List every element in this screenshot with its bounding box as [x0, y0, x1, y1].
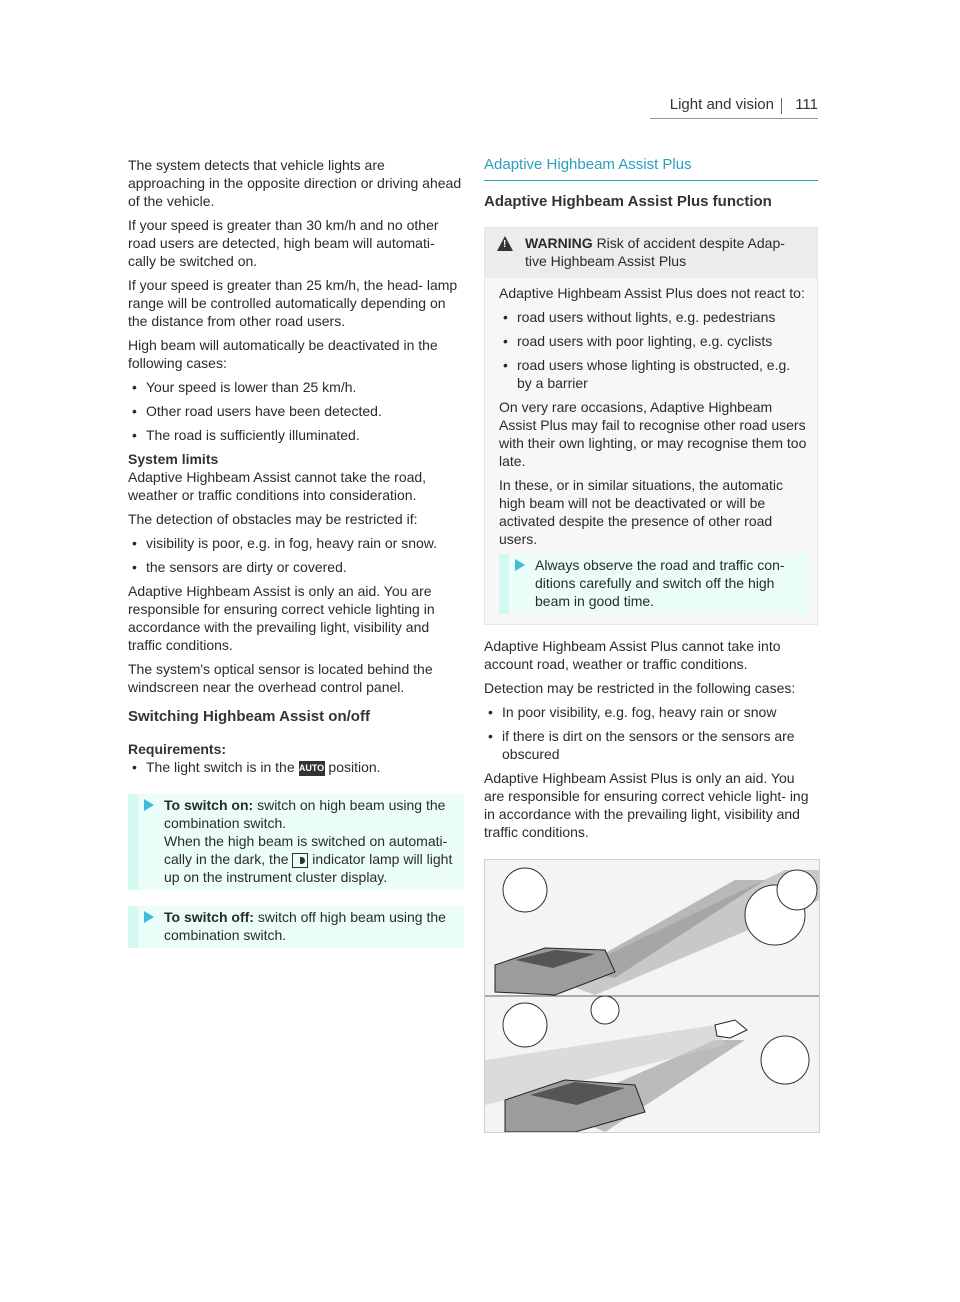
list-item: • the sensors are dirty or covered.: [128, 558, 464, 576]
cases-list: [484, 703, 818, 763]
warning-label: WARNING: [525, 235, 593, 251]
requirement-text: The light switch is in the: [146, 759, 295, 775]
header-separator: [781, 98, 782, 114]
list-item: [128, 758, 464, 776]
paragraph: The detection of obstacles may be restricted if:: [128, 511, 418, 527]
paragraph: If your speed is greater than 25 km/h, the head- lamp range will be controlled automatically depending on the distance from other road users.: [128, 277, 458, 329]
illustration-svg: [485, 860, 819, 1132]
left-column: [128, 156, 464, 964]
page-number: 111: [795, 96, 818, 113]
high-beam-indicator-icon: [292, 853, 308, 868]
tree-icon: [761, 1036, 809, 1084]
paragraph: Adaptive Highbeam Assist cannot take the road, weather or traffic conditions into consideration.: [128, 469, 427, 503]
step-detail: indicator lamp will light up on the instrument cluster display.: [164, 851, 453, 885]
switch-on-step: [128, 794, 464, 890]
limits-list: [128, 534, 464, 576]
paragraph: Adaptive Highbeam Assist Plus does not react to:: [499, 285, 805, 301]
system-limits-heading: System limits: [128, 451, 219, 467]
step-label: To switch off:: [164, 909, 254, 925]
highbeam-illustration: [484, 859, 820, 1133]
requirements-heading: Requirements:: [128, 741, 227, 757]
warning-title: Risk of accident despite Adap- tive Highbeam Assist Plus: [525, 235, 785, 269]
subsection-title: Adaptive Highbeam Assist Plus function: [484, 193, 772, 210]
auto-light-icon: AUTO: [299, 761, 325, 776]
paragraph: High beam will automatically be deactivated in the following cases:: [128, 337, 438, 371]
paragraph: The system's optical sensor is located behind the windscreen near the overhead control panel.: [128, 661, 433, 695]
paragraph: Detection may be restricted in the following cases:: [484, 680, 796, 696]
warning-box: [484, 227, 818, 625]
section-title: Adaptive Highbeam Assist Plus: [484, 156, 818, 181]
paragraph: Adaptive Highbeam Assist Plus cannot take into account road, weather or traffic conditions.: [484, 638, 781, 672]
warning-body: [485, 278, 817, 624]
deactivation-list: [128, 378, 464, 444]
tree-icon: [503, 1003, 547, 1047]
step-text: switch on high beam using the combination switch.: [164, 797, 446, 831]
list-item: • The road is sufficiently illuminated.: [128, 426, 464, 444]
chapter-title: Light and vision: [669, 96, 774, 113]
warning-list: [499, 308, 807, 392]
tree-icon: [777, 870, 817, 910]
list-item: • In poor visibility, e.g. fog, heavy rain or snow: [484, 703, 818, 721]
list-item: • Your speed is lower than 25 km/h.: [128, 378, 464, 396]
action-arrow-icon: [144, 911, 154, 923]
step-text: Always observe the road and traffic con- ditions carefully and switch off the high beam in good time.: [535, 557, 785, 609]
lower-scene: [485, 996, 819, 1132]
tree-icon: [503, 868, 547, 912]
requirement-text: position.: [328, 759, 381, 775]
warning-header: [485, 228, 817, 278]
paragraph: In these, or in similar situations, the automatic high beam will not be deactivated or will be activated despite the presence of other road users.: [499, 477, 784, 547]
paragraph: Adaptive Highbeam Assist Plus is only an aid. You are responsible for ensuring correct vehicle light- ing in accordance with the prevailing light, visibility and traffic conditions.: [484, 770, 809, 840]
list-item: • if there is dirt on the sensors or the sensors are obscured: [484, 727, 818, 763]
switch-off-step: [128, 906, 464, 948]
upper-scene: [485, 860, 819, 995]
action-arrow-icon: [515, 559, 525, 571]
header-rule: [650, 118, 818, 119]
step-label: To switch on:: [164, 797, 254, 813]
list-item: • road users whose lighting is obstructed, e.g. by a barrier: [499, 356, 807, 392]
paragraph: The system detects that vehicle lights are approaching in the opposite direction or driving ahead of the vehicle.: [128, 157, 462, 209]
requirements-list: [128, 758, 464, 776]
paragraph: On very rare occasions, Adaptive Highbeam Assist Plus may fail to recognise other road users with their own lighting, or may recognise them too late.: [499, 399, 807, 469]
list-item: • road users without lights, e.g. pedestrians: [499, 308, 807, 326]
tree-icon: [591, 996, 619, 1024]
step-detail: When the high beam is switched on automati- cally in the dark, the: [164, 833, 448, 867]
action-arrow-icon: [144, 799, 154, 811]
page-header: [650, 96, 818, 116]
list-item: • visibility is poor, e.g. in fog, heavy rain or snow.: [128, 534, 464, 552]
list-item: • Other road users have been detected.: [128, 402, 464, 420]
paragraph: If your speed is greater than 30 km/h and no other road users are detected, high beam will automati- cally be switched on.: [128, 217, 439, 269]
warning-action-step: [499, 554, 807, 614]
warning-triangle-icon: !: [497, 236, 513, 251]
step-text: switch off high beam using the combination switch.: [164, 909, 446, 943]
list-item: • road users with poor lighting, e.g. cyclists: [499, 332, 807, 350]
switching-heading: Switching Highbeam Assist on/off: [128, 708, 370, 725]
paragraph: Adaptive Highbeam Assist is only an aid. You are responsible for ensuring correct vehicle lighting in accordance with the prevailing light, visibility and traffic conditions.: [128, 583, 435, 653]
right-column: [484, 156, 818, 1133]
